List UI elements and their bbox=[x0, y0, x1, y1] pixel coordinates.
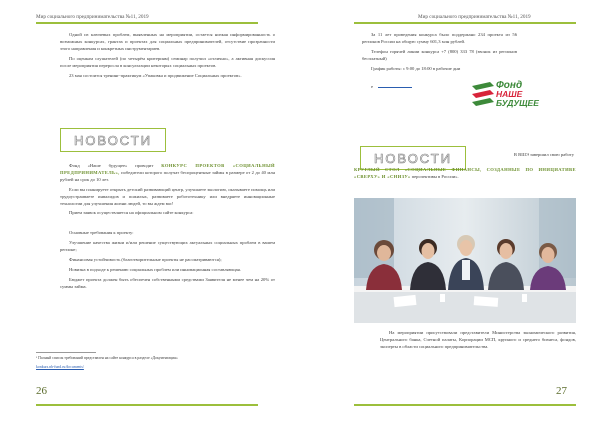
roundtable-intro: В ВШЭ завершил свою работу bbox=[513, 152, 574, 157]
logo-mark-icon bbox=[470, 80, 496, 108]
event-photo bbox=[354, 198, 576, 323]
page-number-right: 27 bbox=[556, 385, 567, 397]
stats-paragraph: За 11 лет проведения конкурса было поддержано 234 проекта из 56 регионов России на общую сумму 601,3 млн рублей. bbox=[362, 32, 517, 44]
intro-paragraph: Одной из ключевых проблем, выявленных на мероприятии, остается низкая информированность о возможных конкурсах, грантах и проектах для социальных предпринимателей, отсутствие прозрачности этого направления и конкретных инструментариев. bbox=[60, 32, 275, 51]
page-number-left: 26 bbox=[36, 385, 47, 397]
attendees-paragraph: На мероприятии присутствовали представители Министерства экономического развития, Центрального банка, Счетной палаты, Корпорации МСП, крупного и среднего бизнеса, фондов, эксперты в области социального предпринимательства. bbox=[380, 330, 576, 349]
body-paragraph: Новизна в подходе к решению социальных проблем или инновационная составляющая. bbox=[69, 266, 241, 272]
right-bottom-text bbox=[380, 330, 576, 354]
logo-line2: НАШЕ bbox=[496, 89, 523, 99]
footnote: ¹ Полный список требований представлен на сайте конкурса в разделе «Документация» konkurs.nb-fund.ru/documents/ bbox=[36, 356, 276, 373]
logo-line3: БУДУЩЕЕ bbox=[496, 98, 539, 108]
schedule-paragraph: График работы: с 9:00 до 18:00 в рабочие дни bbox=[371, 65, 461, 71]
contest-name: КОНКУРС ПРОЕКТОВ «СОЦИАЛЬНЫЙ ПРЕДПРИНИМАТЕЛЬ», bbox=[60, 163, 275, 175]
phone-paragraph: Телефон горячей линии конкурса +7 (800) 333 78 (звонок из регионов бесплатный) bbox=[362, 48, 517, 61]
left-header-rule bbox=[36, 22, 258, 24]
right-footer-rule bbox=[354, 404, 576, 406]
body-paragraph: Финансовая устойчивость (благотворительные проекты не рассматриваются); bbox=[69, 257, 222, 263]
body-paragraph: Если вы планируете открыть детский развивающий центр, улучшаете экологию, оказываете помощь или трудоустраиваете инвалидов и пожилых, развиваете робототехнику или внедряете инновационные технологии для улучшения жизни людей, то вы ждем вас! bbox=[60, 186, 275, 206]
contest-paragraph: Фонд «Наше будущее» проводит КОНКУРС ПРОЕКТОВ «СОЦИАЛЬНЫЙ ПРЕДПРИНИМАТЕЛЬ», победители которого получат беспроцентные займы в размере от 2 до 40 млн рублей на срок до 10 лет. bbox=[60, 163, 275, 182]
left-footer-rule bbox=[36, 404, 258, 406]
right-header: Мир социального предпринимательства №11, 2019 bbox=[418, 14, 531, 20]
right-header-rule bbox=[354, 22, 576, 24]
body-paragraph: Прием заявок осуществляется на официальном сайте конкурса: bbox=[69, 210, 194, 216]
right-news-heading: НОВОСТИ bbox=[360, 146, 466, 170]
body-paragraph: Улучшение качества жизни и/или решение существующих актуальных социальных проблем в вашем регионе; bbox=[60, 240, 275, 253]
body-paragraph: Бюджет проекта должен быть обеспечен собственными средствами Заявителя не менее чем на 20% от суммы займа. bbox=[60, 276, 275, 289]
roundtable-name: КРУГЛЫЙ СТОЛ «СОЦИАЛЬНЫЕ ФИНАНСЫ, СОЗДАННЫЕ ПО ИНИЦИАТИВЕ «СВЕРХУ» И «СНИЗУ» bbox=[354, 167, 576, 179]
logo-line1: Фонд bbox=[496, 80, 523, 91]
intro-paragraph: 23 мая состоится тренинг-практикум «Упаковка и продвижение Социальных проектов». bbox=[69, 72, 242, 78]
footnote-link[interactable]: konkurs.nb-fund.ru/documents/ bbox=[36, 364, 84, 369]
left-contest-text bbox=[60, 163, 275, 294]
email-link[interactable] bbox=[378, 87, 412, 88]
footnote-rule bbox=[36, 352, 96, 353]
fund-logo bbox=[470, 80, 566, 110]
left-intro-text bbox=[60, 32, 275, 82]
email-line: e bbox=[362, 84, 517, 91]
event-photo-image bbox=[354, 198, 576, 323]
left-header: Мир социального предпринимательства №11, 2019 bbox=[36, 14, 149, 20]
roundtable-text: КРУГЛЫЙ СТОЛ «СОЦИАЛЬНЫЕ ФИНАНСЫ, СОЗДАННЫЕ ПО ИНИЦИАТИВЕ «СВЕРХУ» И «СНИЗУ» перспективы в России». bbox=[354, 167, 576, 179]
intro-paragraph: По оценкам слушателей (по четырём критериям) семинар получил «отлично», а активная дискуссия после мероприятия переросла в консультации некоторых социальных проектов. bbox=[60, 55, 275, 68]
left-news-heading: НОВОСТИ bbox=[60, 128, 166, 152]
body-paragraph: Основные требования к проекту: bbox=[69, 230, 134, 236]
